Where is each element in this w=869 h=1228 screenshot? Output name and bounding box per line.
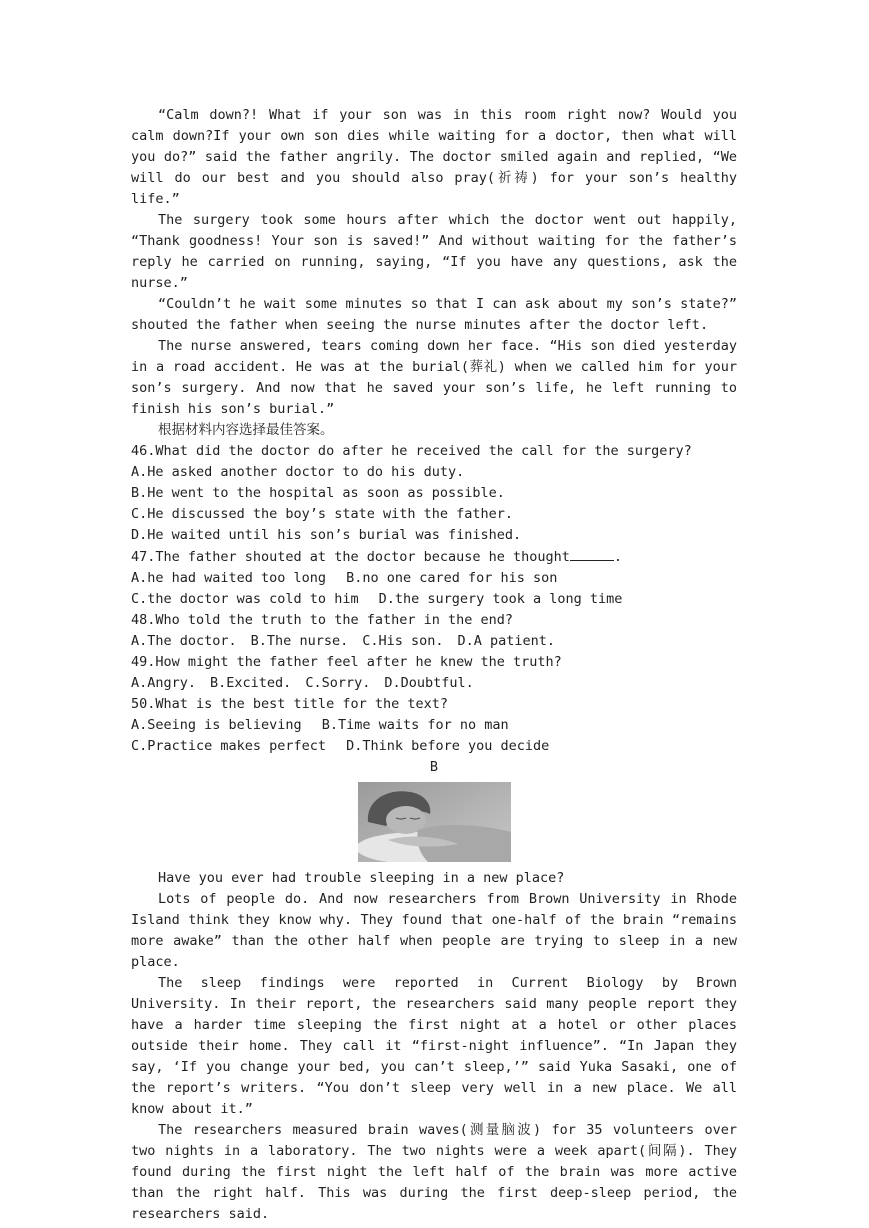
option: B.Time waits for no man: [321, 717, 509, 733]
question-48: [131, 610, 737, 652]
option: C.Sorry.: [305, 675, 371, 691]
passage-a: [131, 105, 737, 441]
passage-b-paragraph: Lots of people do. And now researchers from Brown University in Rhode Island think they know why. They found that one-half of the brain “remains more awake” than the other half when people are trying to sleep in a new place.: [131, 891, 737, 970]
option: D.He waited until his son’s burial was finished.: [131, 527, 522, 543]
question-49: [131, 652, 737, 694]
option-line: [131, 631, 737, 652]
photo-container: [131, 782, 737, 862]
passage-b-paragraph: The researchers measured brain waves(测量脑波) for 35 volunteers over two nights in a laboratory. The two nights were a week apart(间隔). They found during the first night the left half of the brain was more active than the right half. This was during the first deep-sleep period, the researchers said.: [131, 1122, 737, 1222]
option: D.Doubtful.: [384, 675, 474, 691]
option: A.He asked another doctor to do his duty.: [131, 464, 465, 480]
option: A.Angry.: [131, 675, 197, 691]
passage-a-paragraph: The surgery took some hours after which the doctor went out happily, “Thank goodness! Your son is saved!” And without waiting for the father’s reply he carried on running, saying, “If you have any questions, ask the nurse.”: [131, 212, 737, 291]
option-line: [131, 715, 737, 736]
option: B.The nurse.: [250, 633, 349, 649]
option: D.the surgery took a long time: [378, 591, 623, 607]
section-label: B: [429, 759, 439, 775]
option: A.Seeing is believing: [131, 717, 302, 733]
option: C.His son.: [362, 633, 444, 649]
option: D.Think before you decide: [346, 738, 550, 754]
answer-blank: [570, 546, 614, 561]
question-stem: 49.How might the father feel after he knew the truth?: [131, 654, 562, 670]
question-stem: 46.What did the doctor do after he received the call for the surgery?: [131, 443, 692, 459]
instruction: 根据材料内容选择最佳答案。: [158, 422, 334, 438]
question-stem: 48.Who told the truth to the father in the end?: [131, 612, 514, 628]
option: A.The doctor.: [131, 633, 237, 649]
question-stem: 50.What is the best title for the text?: [131, 696, 448, 712]
passage-b-paragraph: Have you ever had trouble sleeping in a new place?: [158, 870, 565, 886]
stem-end: .: [613, 549, 623, 565]
question-stem-line: [131, 546, 737, 568]
sleeping-woman-photo-icon: [358, 782, 511, 862]
passage-a-paragraph: “Calm down?! What if your son was in this room right now? Would you calm down?If your own son dies while waiting for a doctor, then what will you do?” said the father angrily. The doctor smiled again and replied, “We will do our best and you should also pray(祈祷) for your son’s healthy life.”: [131, 107, 737, 207]
question-46: [131, 441, 737, 546]
passage-a-paragraph: “Couldn’t he wait some minutes so that I can ask about my son’s state?” shouted the father when seeing the nurse minutes after the doctor left.: [131, 296, 737, 333]
option: D.A patient.: [457, 633, 556, 649]
question-50: [131, 694, 737, 757]
question-47: [131, 546, 737, 610]
option: C.the doctor was cold to him: [131, 591, 359, 607]
option: B.Excited.: [210, 675, 292, 691]
document-page: [131, 105, 737, 1225]
option: C.Practice makes perfect: [131, 738, 327, 754]
option: C.He discussed the boy’s state with the father.: [131, 506, 514, 522]
passage-b: [131, 868, 737, 1225]
option: A.he had waited too long: [131, 570, 327, 586]
passage-b-paragraph: The sleep findings were reported in Current Biology by Brown University. In their report, the researchers said many people report they have a harder time sleeping the first night at a hotel or other places outside their home. They call it “first-night influence”. “In Japan they say, ‘If you change your bed, you can’t sleep,’” said Yuka Sasaki, one of the report’s writers. “You don’t sleep very well in a new place. We all know about it.”: [131, 975, 737, 1117]
option-line: [131, 673, 737, 694]
option-line: [131, 589, 737, 610]
question-stem: 47.The father shouted at the doctor because he thought: [131, 549, 570, 565]
option-line: [131, 736, 737, 757]
passage-a-paragraph: The nurse answered, tears coming down her face. “His son died yesterday in a road accident. He was at the burial(葬礼) when we called him for your son’s surgery. And now that he saved your son’s life, he left running to finish his son’s burial.”: [131, 338, 737, 417]
option: B.He went to the hospital as soon as possible.: [131, 485, 505, 501]
option: B.no one cared for his son: [346, 570, 558, 586]
option-line: [131, 568, 737, 589]
